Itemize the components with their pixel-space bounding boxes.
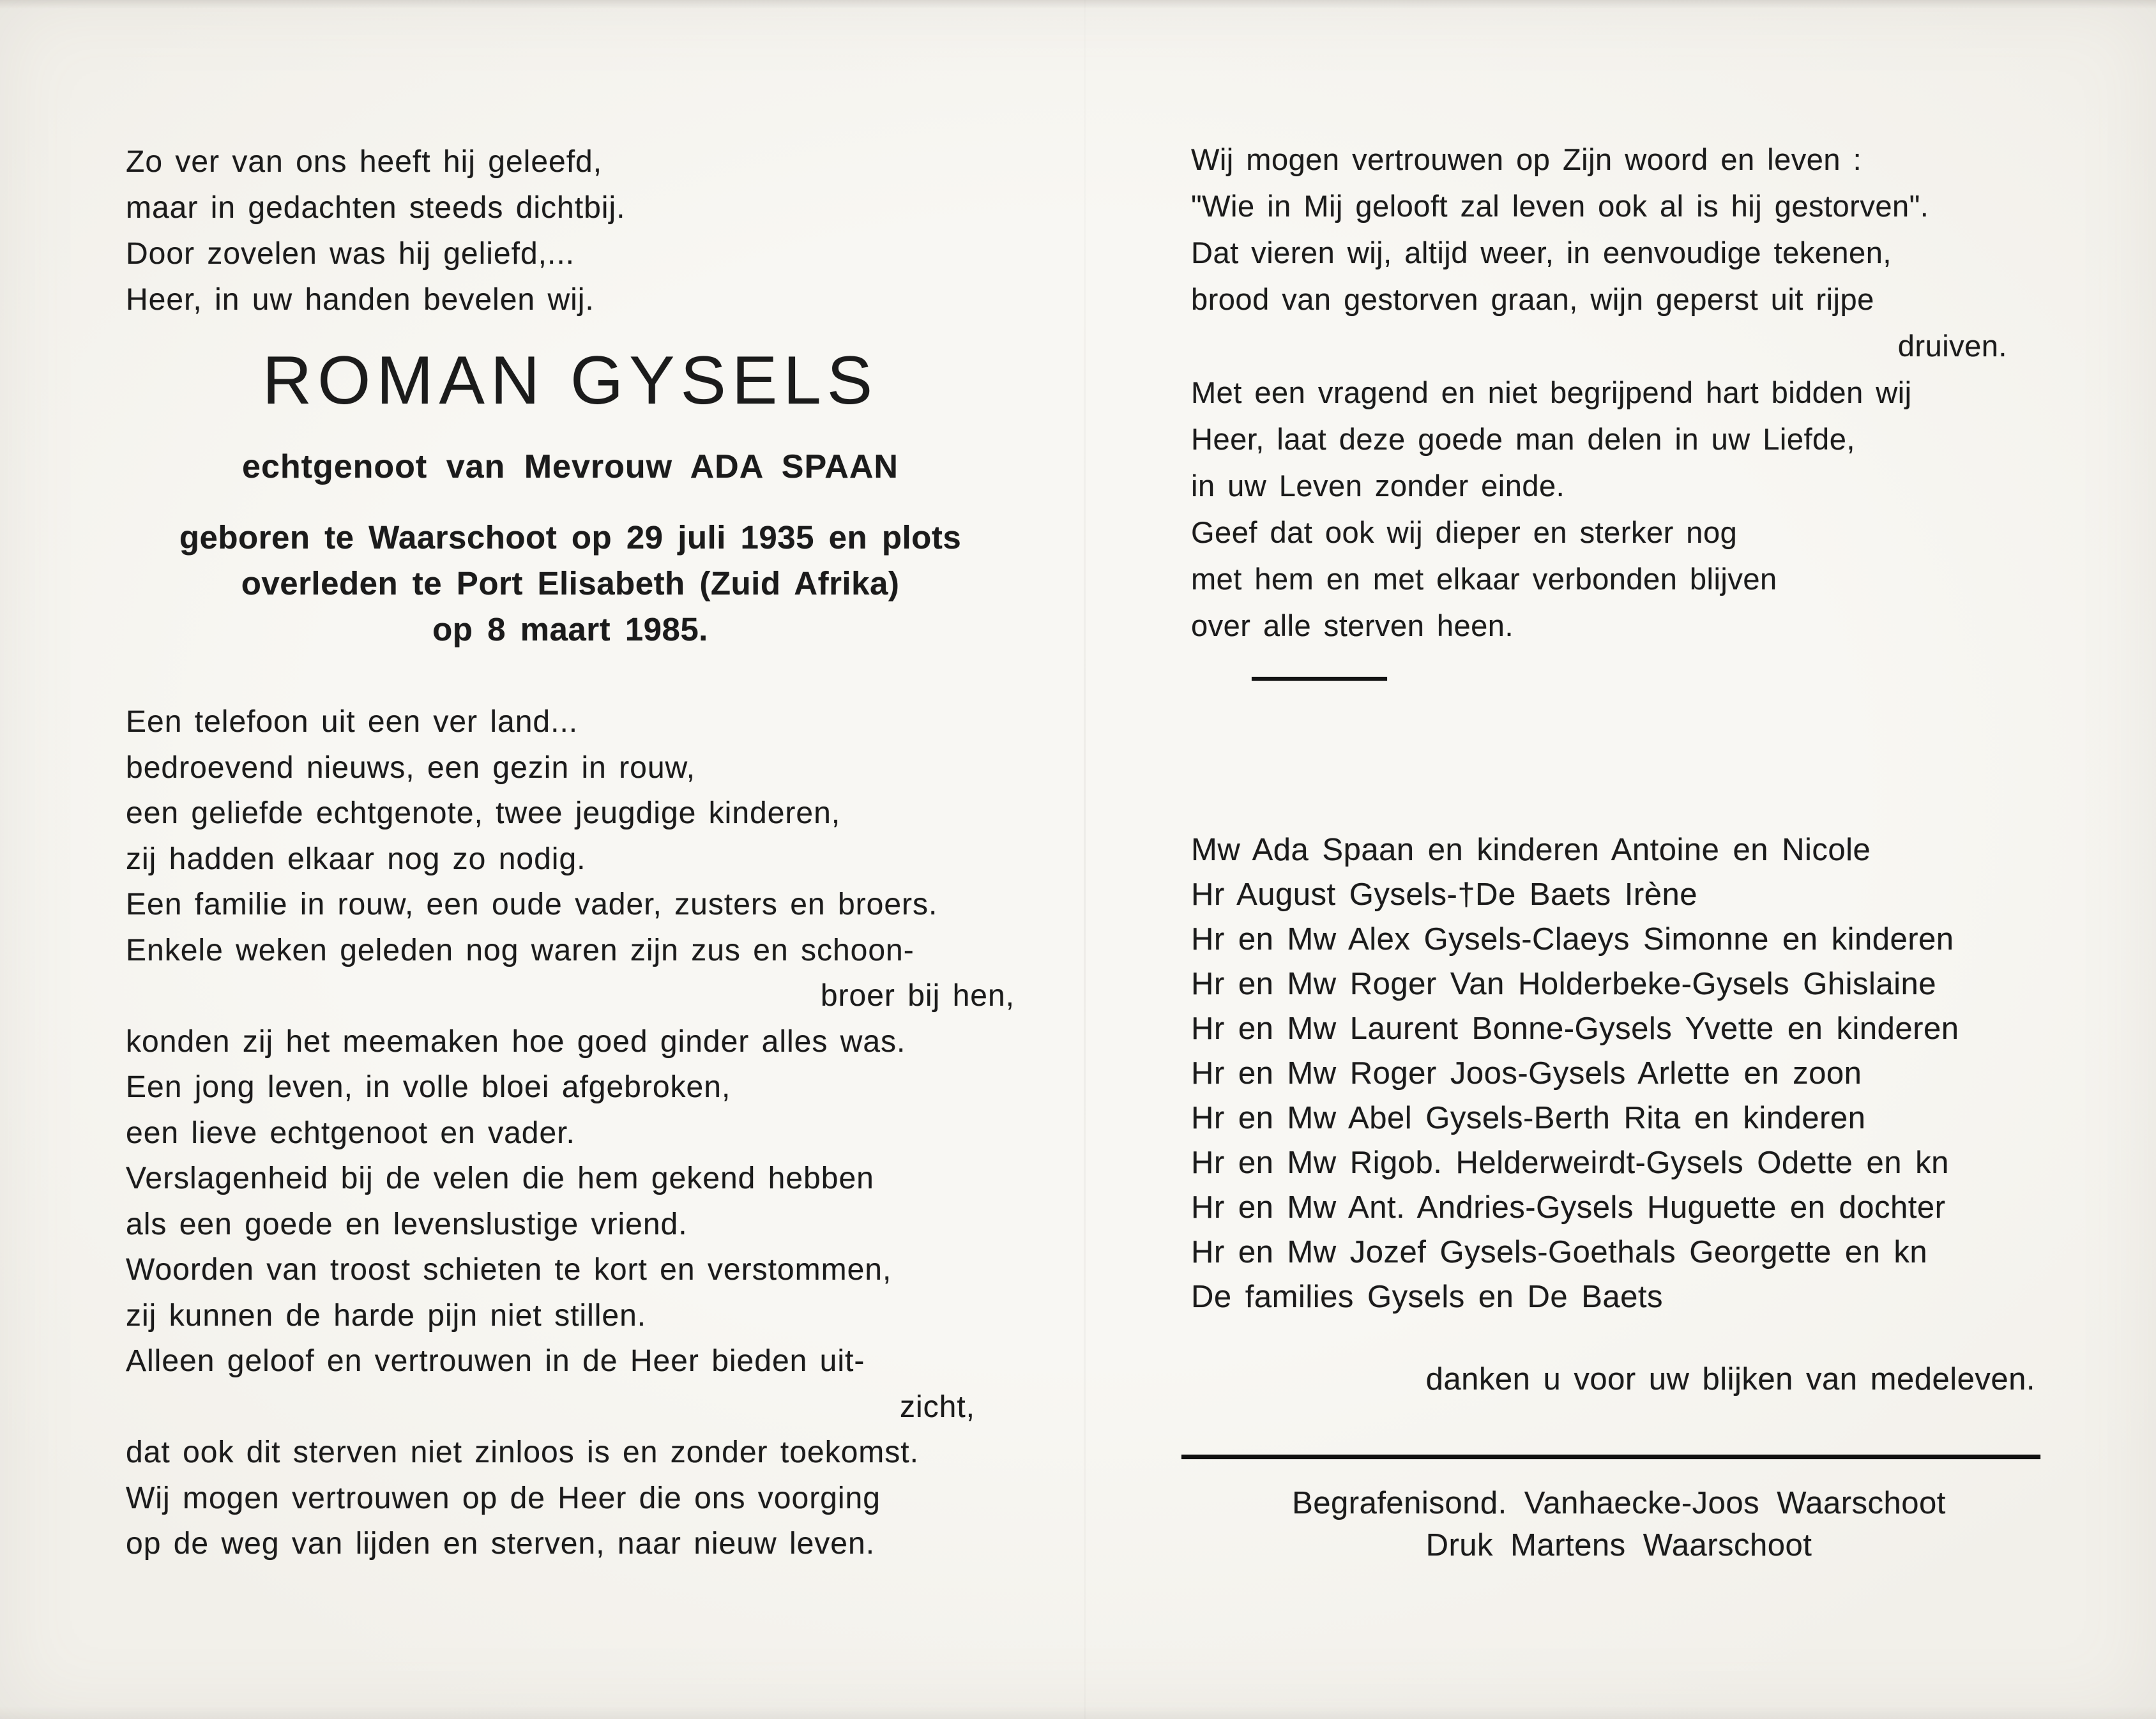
prayer-line: over alle sterven heen. — [1191, 609, 1514, 642]
fold-line — [1084, 0, 1086, 1719]
footer — [1191, 1482, 2047, 1566]
family-line: Hr en Mw Rigob. Helderweirdt-Gysels Odette en kn — [1191, 1146, 1949, 1180]
prayer-line: Met een vragend en niet begrijpend hart bidden wij — [1191, 375, 1912, 409]
memorial-line: als een goede en levenslustige vriend. — [126, 1207, 688, 1241]
family-list — [1191, 828, 2047, 1319]
memorial-line: broer bij hen, — [820, 979, 1015, 1013]
prayer-line: brood van gestorven graan, wijn geperst uit rijpe — [1191, 282, 1874, 316]
memorial-line: dat ook dit sterven niet zinloos is en zonder toekomst. — [126, 1435, 919, 1469]
prayer-line: Geef dat ook wij dieper en sterker nog — [1191, 515, 1738, 549]
prayer-line: Dat vieren wij, altijd weer, in eenvoudige tekenen, — [1191, 236, 1892, 269]
prayer-line: met hem en met elkaar verbonden blijven — [1191, 562, 1777, 596]
death-place-line: overleden te Port Elisabeth (Zuid Afrika) — [241, 565, 900, 602]
birth-line: geboren te Waarschoot op 29 juli 1935 en plots — [179, 519, 962, 556]
spouse-line: echtgenoot van Mevrouw ADA SPAAN — [242, 448, 899, 485]
prayer-line: "Wie in Mij gelooft zal leven ook al is hij gestorven". — [1191, 189, 1929, 223]
family-line: Mw Ada Spaan en kinderen Antoine en Nicole — [1191, 833, 1871, 867]
memorial-line: Verslagenheid bij de velen die hem gekend hebben — [126, 1162, 874, 1195]
left-page — [126, 139, 1015, 1567]
memorial-line: Enkele weken geleden nog waren zijn zus en schoon- — [126, 933, 915, 967]
memorial-line: een geliefde echtgenote, twee jeugdige kinderen, — [126, 796, 841, 830]
memorial-line: zij kunnen de harde pijn niet stillen. — [126, 1298, 647, 1333]
verse-line: maar in gedachten steeds dichtbij. — [126, 191, 626, 225]
memorial-line: een lieve echtgenoot en vader. — [126, 1116, 575, 1150]
family-line: Hr en Mw Abel Gysels-Berth Rita en kinderen — [1191, 1101, 1866, 1135]
memorial-line: Een familie in rouw, een oude vader, zusters en broers. — [126, 888, 938, 921]
prayer-line: Heer, laat deze goede man delen in uw Liefde, — [1191, 422, 1855, 456]
memorial-line: bedroevend nieuws, een gezin in rouw, — [126, 750, 695, 785]
memorial-text — [126, 699, 1015, 1567]
vitals-block — [126, 515, 1015, 653]
memorial-line: Een telefoon uit een ver land... — [126, 705, 579, 739]
printer-line: Druk Martens Waarschoot — [1425, 1528, 1812, 1563]
family-line: Hr en Mw Jozef Gysels-Goethals Georgette en kn — [1191, 1235, 1928, 1269]
section-divider — [1252, 677, 1387, 681]
memorial-line: konden zij het meemaken hoe goed ginder alles was. — [126, 1024, 906, 1059]
opening-verse — [126, 139, 1015, 323]
prayer-line: druiven. — [1897, 329, 2007, 363]
deceased-name: ROMAN GYSELS — [262, 342, 879, 418]
prayer-line: Wij mogen vertrouwen op Zijn woord en leven : — [1191, 142, 1862, 176]
memorial-line: Een jong leven, in volle bloei afgebroken, — [126, 1070, 731, 1104]
prayer-text — [1191, 136, 2047, 649]
memorial-line: Alleen geloof en vertrouwen in de Heer bieden uit- — [126, 1344, 865, 1378]
family-line: Hr en Mw Ant. Andries-Gysels Huguette en dochter — [1191, 1190, 1946, 1225]
family-line: De families Gysels en De Baets — [1191, 1280, 1663, 1314]
family-line: Hr en Mw Laurent Bonne-Gysels Yvette en kinderen — [1191, 1011, 1959, 1046]
memorial-line: op de weg van lijden en sterven, naar nieuw leven. — [126, 1527, 876, 1561]
verse-line: Door zovelen was hij geliefd,... — [126, 237, 575, 271]
family-line: Hr en Mw Alex Gysels-Claeys Simonne en kinderen — [1191, 922, 1954, 957]
memorial-line: Wij mogen vertrouwen op de Heer die ons voorging — [126, 1481, 881, 1515]
verse-line: Heer, in uw handen bevelen wij. — [126, 283, 595, 317]
verse-line: Zo ver van ons heeft hij geleefd, — [126, 145, 603, 179]
undertaker-line: Begrafenisond. Vanhaecke-Joos Waarschoot — [1292, 1486, 1946, 1520]
prayer-line: in uw Leven zonder einde. — [1191, 469, 1565, 503]
footer-rule — [1181, 1455, 2040, 1459]
family-line: Hr August Gysels-†De Baets Irène — [1191, 877, 1697, 912]
right-page — [1191, 136, 2047, 1566]
family-line: Hr en Mw Roger Joos-Gysels Arlette en zoon — [1191, 1056, 1862, 1091]
memorial-line: zicht, — [899, 1390, 975, 1424]
family-line: Hr en Mw Roger Van Holderbeke-Gysels Ghislaine — [1191, 967, 1937, 1001]
thanks-line: danken u voor uw blijken van medeleven. — [1425, 1362, 2035, 1397]
death-date-line: op 8 maart 1985. — [432, 611, 708, 647]
memorial-line: Woorden van troost schieten te kort en verstommen, — [126, 1253, 892, 1287]
memorial-line: zij hadden elkaar nog zo nodig. — [126, 842, 586, 876]
